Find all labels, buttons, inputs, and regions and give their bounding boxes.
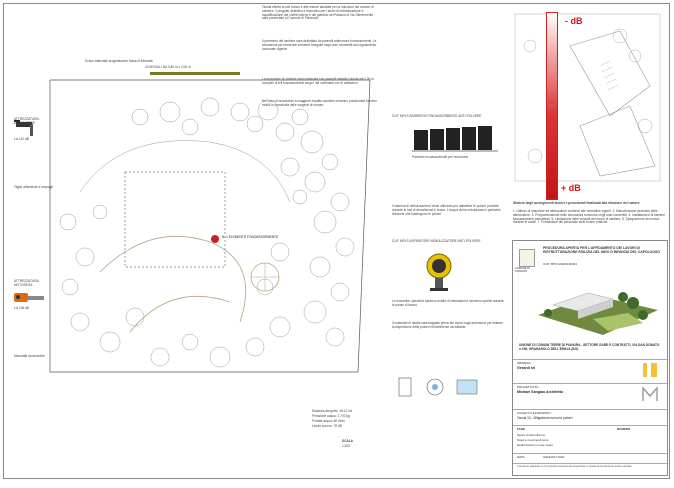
tb-company: Gerardi srl bbox=[517, 366, 536, 370]
nebulizer-image bbox=[424, 250, 454, 292]
tb-row-3: Realizzazione nuove opere bbox=[517, 443, 554, 447]
tb-footer: Il presente elaborato è di proprietà esclusiva del progettista: è vietata la riproduzione anche parziale. bbox=[517, 465, 633, 468]
tb-title: PROCEDURA APERTA PER L'AFFIDAMENTO DEI LAVORI DI RISTRUTTURAZIONE EDILIZIA DEL NIDO D'INFANZIA DEL CAPOLUOGO bbox=[543, 246, 661, 254]
tb-company-label: IMPRESA: bbox=[517, 361, 532, 365]
chainsaw-sub: Lw 106 dB bbox=[14, 306, 30, 310]
label-trees: Taglio alberature e cespugli bbox=[14, 185, 53, 189]
tool-1-label: ATTREZZATURA: DEMOLITORE bbox=[14, 117, 40, 125]
noise-gradient-bar bbox=[546, 12, 558, 200]
designer-logo bbox=[641, 385, 659, 403]
panel-caption: CUF. MPLS BARRIERA FONOASSORBENTE ANTI-POLVERE bbox=[392, 114, 482, 118]
scale-label: SCALA bbox=[342, 439, 353, 443]
chainsaw-label: ATTREZZATURA: MOTOSEGA bbox=[14, 279, 40, 287]
label-barrier-modules: 20 MODULI DA 3,50 m x 2,00 m bbox=[145, 65, 191, 69]
path-curve bbox=[80, 141, 290, 202]
site-boundary bbox=[50, 80, 370, 372]
db-minus: - dB bbox=[565, 16, 583, 26]
company-logo bbox=[641, 361, 659, 379]
tb-location: UNIONE DI COMUNI TERRE DI PIANURA - SETTORE GARE E CONTRATTI, VIA SAN DONATO n.196, GRANAROLO DELL'EMILIA (BO) bbox=[519, 343, 660, 351]
header-note: Tavola riferita ai soli rumori e alle misure adottate per la riduzione del rumore di cantiere. Il progetto definitivo e esecutivo per i lavori di ristrutturazione e riqualificazione del cortile interno e del giardino del Palazzo di Via Oltretorrente sarà presentato al Comune di Piacenza. bbox=[262, 5, 374, 21]
label-bottom-left: Manufatti da demolire bbox=[14, 354, 45, 358]
tb-designer: Michael Sangiao Architetto bbox=[517, 390, 563, 394]
right-note-body: 1. Utilizzo di macchine ed attrezzature conformi alle normative vigenti. 2. Manutenzione periodica delle attrezzature. 3. Programmazione delle lavorazioni rumorose negli orari consentiti. 4. Installazione di barriere fonoassorbenti perimetrali. 5. Limitazione delle velocità dei mezzi di cantiere. 6. Spegnimento dei motori durante le soste. 7. Formazione del personale sulle buone pratiche. bbox=[513, 209, 666, 225]
garden-path bbox=[100, 236, 246, 322]
work-area bbox=[125, 172, 225, 267]
garden-path-2 bbox=[130, 296, 230, 332]
nebulizer-diagrams bbox=[395, 372, 490, 402]
tb-comune: COMUNE DI PIANORO bbox=[515, 267, 530, 273]
text-block-4: Il sistema di nebulizzazione viene utilizzato per abbattere le polveri prodotte durante le fasi di demolizione e scavo. L'acqua viene nebulizzata in particelle finissime che trattengono le polveri. bbox=[392, 204, 501, 216]
site-plan bbox=[40, 72, 390, 377]
mobile-barrier-marker bbox=[211, 235, 219, 243]
tb-date: GENNAIO 2020 bbox=[543, 455, 565, 459]
label-mobile-element: N. 1 ELEMENTO FONOASSORBENTE bbox=[222, 235, 279, 239]
tb-row-1: Opere di demolizione bbox=[517, 433, 546, 437]
legend-distance: Distanza dal getto: 15-12 mt bbox=[312, 409, 352, 413]
text-block-6: Il materiale di risulta sarà bagnato prima del carico sugli automezzi per limitare la dispersione delle polveri nell'ambiente circostante. bbox=[392, 321, 503, 329]
text-block-1: Il perimetro del cantiere sarà delimitato da pannelli antirumore fonoassorbenti. Le lavorazioni più rumorose verranno eseguite negli orari consentiti dal regolamento comunale vigente. bbox=[262, 39, 377, 51]
barrier-panel-image bbox=[412, 124, 498, 154]
title-block bbox=[512, 240, 668, 476]
db-plus: + dB bbox=[561, 183, 581, 193]
tb-table-h2: NUMERO bbox=[617, 427, 631, 431]
tb-table-h1: FASE bbox=[517, 427, 525, 431]
scale-value: 1:200 bbox=[342, 444, 350, 448]
project-rendering bbox=[533, 275, 663, 339]
text-block-2: La recinzione di cantiere sarà realizzata con pannelli metallici zincati alti 2,00 m completi di teli fonoassorbenti lungo i lati confinanti con le abitazioni. bbox=[262, 77, 374, 85]
text-block-3: Nel caso di lavorazioni a maggiore impatto acustico verranno posizionate barriere mobili in prossimità delle sorgenti di rumore. bbox=[262, 99, 377, 107]
right-note-title: Stralcio degli accorgimenti tecnici e procedurali finalizzati alla riduzione del rumore bbox=[513, 201, 640, 205]
tb-drawing-label: OGGETTO ELABORATO: bbox=[517, 411, 552, 415]
tb-sub: CUP: B57C19000130004 bbox=[543, 262, 577, 266]
tb-drawing: Tavola 10 - Mitigazione rumori e polveri bbox=[517, 416, 573, 420]
panel-sub: Pannello fonoassorbente per recinzione bbox=[412, 155, 469, 159]
tool-1-sub: Lw 110 dB bbox=[14, 137, 29, 141]
legend-noise: Livello sonoro: 78 dB bbox=[312, 424, 342, 428]
label-top-left: Scavo materiale progettazione fossa di interrata bbox=[85, 59, 153, 63]
tb-designer-label: PROGETTISTA: bbox=[517, 385, 539, 389]
chainsaw-icon bbox=[12, 288, 46, 306]
legend-flow: Portata acqua: 60 l/min bbox=[312, 419, 345, 423]
text-block-5: Le macchine operatrici saranno dotate di silenziatori e verranno spente durante le pause di lavoro. bbox=[392, 299, 504, 307]
tree-clusters bbox=[60, 98, 354, 367]
legend-pressure: Pressione acqua: 2.700 kg bbox=[312, 414, 350, 418]
context-sketch bbox=[510, 6, 668, 186]
coat-of-arms-icon bbox=[519, 249, 535, 267]
tb-row-2: Scavi e movimenti terra bbox=[517, 438, 549, 442]
fan-caption: CUF. MPLS ASPIRATORE-NEBULIZZATORE ANTI-POLVERE bbox=[392, 239, 481, 243]
tb-date-label: DATA bbox=[517, 455, 525, 459]
